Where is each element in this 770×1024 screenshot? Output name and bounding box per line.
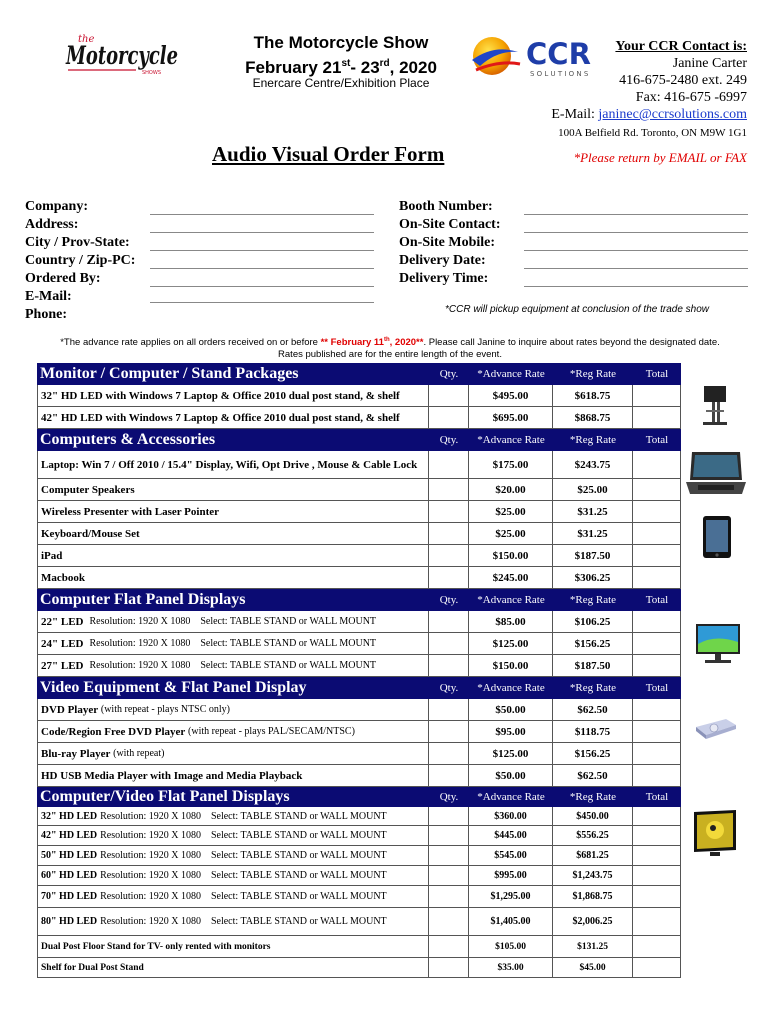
label-city: City / Prov-State: [25,235,130,250]
section-header-flat-panel [37,589,681,611]
contact-email: E-Mail: janinec@ccrsolutions.com [551,107,747,122]
qty-input[interactable] [429,886,469,907]
label-delivery-time: Delivery Time: [399,271,489,286]
form-title: Audio Visual Order Form [212,142,445,166]
col-advance: *Advance Rate [477,368,545,380]
qty-input[interactable] [429,611,469,632]
qty-input[interactable] [429,866,469,885]
advance-rate: $95.00 [469,721,553,742]
table-row [37,451,681,479]
reg-rate: $156.25 [553,633,633,654]
col-total: Total [645,791,669,803]
advance-rate: $545.00 [469,846,553,865]
total-input[interactable] [633,807,681,825]
table-row [37,633,681,655]
logo-shows-text: SHOWS [142,70,161,76]
qty-input[interactable] [429,385,469,406]
advance-rate: $445.00 [469,826,553,845]
table-row [37,826,681,846]
table-row [37,567,681,589]
advance-rate: $20.00 [469,479,553,500]
advance-rate: $25.00 [469,501,553,522]
reg-rate: $106.25 [553,611,633,632]
label-booth-number: Booth Number: [399,199,493,214]
reg-rate: $25.00 [553,479,633,500]
table-row [37,866,681,886]
section-title: Video Equipment & Flat Panel Display [40,679,307,696]
item-name: 60" HD LED Resolution: 1920 X 1080 Select: TABLE STAND or WALL MOUNT [37,866,429,885]
total-input[interactable] [633,451,681,478]
table-row [37,479,681,501]
total-input[interactable] [633,567,681,588]
advance-rate: $695.00 [469,407,553,428]
advance-rate: $150.00 [469,545,553,566]
col-qty: Qty. [439,791,459,803]
total-input[interactable] [633,958,681,977]
booth-number-field[interactable] [524,214,748,215]
logo-small-text: the [78,34,95,45]
label-address: Address: [25,217,79,232]
reg-rate: $45.00 [553,958,633,977]
section-header-monitor-packages [37,363,681,385]
contact-phone: 416-675-2480 ext. 249 [619,73,747,88]
section-title: Computers & Accessories [40,431,216,448]
advance-rate: $150.00 [469,655,553,676]
qty-input[interactable] [429,567,469,588]
label-phone: Phone: [25,307,67,322]
company-field[interactable] [150,214,374,215]
reg-rate: $187.50 [553,545,633,566]
advance-rate: $105.00 [469,936,553,957]
item-name: Computer Speakers [37,479,429,500]
advance-rate: $125.00 [469,743,553,764]
qty-input[interactable] [429,451,469,478]
advance-rate: $1,405.00 [469,908,553,935]
table-row [37,611,681,633]
reg-rate: $62.50 [553,699,633,720]
item-name: 42" HD LED with Windows 7 Laptop & Office 2010 dual post stand, & shelf [37,407,429,428]
address-field[interactable] [150,232,374,233]
qty-input[interactable] [429,721,469,742]
total-input[interactable] [633,501,681,522]
show-venue: Enercare Centre/Exhibition Place [252,76,430,90]
qty-input[interactable] [429,908,469,935]
item-name: 70" HD LED Resolution: 1920 X 1080 Select: TABLE STAND or WALL MOUNT [37,886,429,907]
table-row [37,936,681,958]
delivery-time-field[interactable] [524,286,748,287]
total-input[interactable] [633,765,681,786]
item-name: Dual Post Floor Stand for TV- only rented with monitors [37,936,429,957]
contact-name: Janine Carter [672,56,747,71]
col-qty: Qty. [439,682,459,694]
reg-rate: $1,243.75 [553,866,633,885]
col-advance: *Advance Rate [477,594,545,606]
reg-rate: $118.75 [553,721,633,742]
reg-rate: $187.50 [553,655,633,676]
section-header-video-equipment [37,677,681,699]
total-input[interactable] [633,908,681,935]
qty-input[interactable] [429,407,469,428]
label-onsite-mobile: On-Site Mobile: [399,235,496,250]
ccr-text: CCR [526,37,591,71]
qty-input[interactable] [429,633,469,654]
item-name: 27" LED Resolution: 1920 X 1080 Select: TABLE STAND or WALL MOUNT [37,655,429,676]
advance-rate: $35.00 [469,958,553,977]
total-input[interactable] [633,699,681,720]
qty-input[interactable] [429,826,469,845]
item-name: Shelf for Dual Post Stand [37,958,429,977]
ccr-sub-text: S O L U T I O N S [530,70,589,78]
table-row [37,908,681,936]
qty-input[interactable] [429,958,469,977]
advance-rate: $85.00 [469,611,553,632]
total-input[interactable] [633,826,681,845]
total-input[interactable] [633,866,681,885]
qty-input[interactable] [429,523,469,544]
reg-rate: $618.75 [553,385,633,406]
reg-rate: $450.00 [553,807,633,825]
show-dates: February 21st- 23rd, 2020 [245,58,437,77]
advance-rate: $1,295.00 [469,886,553,907]
item-name: 42" HD LED Resolution: 1920 X 1080 Select: TABLE STAND or WALL MOUNT [37,826,429,845]
section-title: Monitor / Computer / Stand Packages [40,365,299,382]
item-name: 32" HD LED Resolution: 1920 X 1080 Select: TABLE STAND or WALL MOUNT [37,807,429,825]
table-row [37,699,681,721]
onsite-mobile-field[interactable] [524,250,748,251]
item-name: HD USB Media Player with Image and Media Playback [37,765,429,786]
item-name: 24" LED Resolution: 1920 X 1080 Select: TABLE STAND or WALL MOUNT [37,633,429,654]
col-advance: *Advance Rate [477,682,545,694]
col-advance: *Advance Rate [477,791,545,803]
table-row [37,407,681,429]
pickup-note: *CCR will pickup equipment at conclusion of the trade show [445,304,710,315]
reg-rate: $31.25 [553,501,633,522]
item-name: 50" HD LED Resolution: 1920 X 1080 Select: TABLE STAND or WALL MOUNT [37,846,429,865]
total-input[interactable] [633,655,681,676]
logo-main-text: Motorcycle [65,41,178,70]
table-row [37,765,681,787]
label-email: E-Mail: [25,289,72,304]
total-input[interactable] [633,743,681,764]
advance-rate-note: *The advance rate applies on all orders received on or before ** February 11th, 2020**. Please call Janine to inquire about rates beyond the designated date. Rates published are for the entire length of the event. [60,337,720,361]
item-name: Macbook [37,567,429,588]
col-reg: *Reg Rate [569,434,617,446]
contact-block [551,38,747,142]
booth-info-labels [399,198,501,288]
col-qty: Qty. [439,434,459,446]
email-field[interactable] [150,302,374,303]
total-input[interactable] [633,479,681,500]
table-row [37,501,681,523]
col-qty: Qty. [439,594,459,606]
item-name: 32" HD LED with Windows 7 Laptop & Office 2010 dual post stand, & shelf [37,385,429,406]
total-input[interactable] [633,846,681,865]
section-header-computers [37,429,681,451]
table-row [37,721,681,743]
section-title: Computer/Video Flat Panel Displays [40,788,290,805]
col-total: Total [645,434,669,446]
col-reg: *Reg Rate [569,594,617,606]
total-input[interactable] [633,545,681,566]
onsite-contact-field[interactable] [524,232,748,233]
ipad-image [702,515,732,559]
reg-rate: $62.50 [553,765,633,786]
qty-input[interactable] [429,655,469,676]
reg-rate: $131.25 [553,936,633,957]
col-total: Total [645,594,669,606]
table-row [37,743,681,765]
advance-rate: $245.00 [469,567,553,588]
laptop-image [684,450,748,496]
qty-input[interactable] [429,936,469,957]
qty-input[interactable] [429,743,469,764]
reg-rate: $31.25 [553,523,633,544]
table-row [37,958,681,978]
label-ordered-by: Ordered By: [25,271,101,286]
col-total: Total [645,682,669,694]
item-name: Code/Region Free DVD Player (with repeat - plays PAL/SECAM/NTSC) [37,721,429,742]
advance-rate: $50.00 [469,699,553,720]
section-title: Computer Flat Panel Displays [40,591,246,608]
contact-address: 100A Belfield Rd. Toronto, ON M9W 1G1 [558,127,747,139]
reg-rate: $681.25 [553,846,633,865]
qty-input[interactable] [429,501,469,522]
delivery-date-field[interactable] [524,268,748,269]
dual-post-stand-image [700,384,730,428]
reg-rate: $1,868.75 [553,886,633,907]
label-company: Company: [25,199,89,214]
label-delivery-date: Delivery Date: [399,253,486,268]
item-name: Wireless Presenter with Laser Pointer [37,501,429,522]
total-input[interactable] [633,886,681,907]
advance-rate: $360.00 [469,807,553,825]
col-reg: *Reg Rate [569,682,617,694]
reg-rate: $156.25 [553,743,633,764]
table-row [37,545,681,567]
col-reg: *Reg Rate [569,368,617,380]
total-input[interactable] [633,936,681,957]
advance-rate: $995.00 [469,866,553,885]
label-country: Country / Zip-PC: [25,253,136,268]
total-input[interactable] [633,611,681,632]
contact-fax: Fax: 416-675 -6997 [635,90,747,105]
table-row [37,807,681,826]
country-field[interactable] [150,268,374,269]
reg-rate: $243.75 [553,451,633,478]
advance-rate: $50.00 [469,765,553,786]
reg-rate: $306.25 [553,567,633,588]
total-input[interactable] [633,633,681,654]
table-row [37,385,681,407]
table-row [37,523,681,545]
city-field[interactable] [150,250,374,251]
table-row [37,846,681,866]
label-onsite-contact: On-Site Contact: [399,217,501,232]
advance-rate: $175.00 [469,451,553,478]
item-name: iPad [37,545,429,566]
item-name: DVD Player (with repeat - plays NTSC only) [37,699,429,720]
table-row [37,655,681,677]
item-name: Laptop: Win 7 / Off 2010 / 15.4" Display, Wifi, Opt Drive , Mouse & Cable Lock [37,451,429,478]
qty-input[interactable] [429,479,469,500]
item-name: Blu-ray Player (with repeat) [37,743,429,764]
qty-input[interactable] [429,846,469,865]
section-header-video-flat-panel [37,787,681,807]
col-reg: *Reg Rate [569,791,617,803]
col-total: Total [645,368,669,380]
motorcycle-show-logo [64,30,182,78]
reg-rate: $2,006.25 [553,908,633,935]
total-input[interactable] [633,721,681,742]
total-input[interactable] [633,407,681,428]
advance-rate: $495.00 [469,385,553,406]
contact-label: Your CCR Contact is: [615,39,747,54]
show-title: The Motorcycle Show [253,33,429,52]
advance-rate: $125.00 [469,633,553,654]
advance-rate: $25.00 [469,523,553,544]
item-name: 22" LED Resolution: 1920 X 1080 Select: TABLE STAND or WALL MOUNT [37,611,429,632]
return-note: *Please return by EMAIL or FAX [573,150,747,165]
led-monitor-image [695,622,741,666]
customer-info-labels [25,198,135,324]
qty-input[interactable] [429,545,469,566]
order-table [37,363,681,978]
qty-input[interactable] [429,699,469,720]
reg-rate: $868.75 [553,407,633,428]
item-name: Keyboard/Mouse Set [37,523,429,544]
col-advance: *Advance Rate [477,434,545,446]
reg-rate: $556.25 [553,826,633,845]
total-input[interactable] [633,385,681,406]
contact-email-link[interactable]: janinec@ccrsolutions.com [598,107,747,122]
hd-tv-image [690,808,740,860]
dvd-player-image [694,715,738,743]
item-name: 80" HD LED Resolution: 1920 X 1080 Select: TABLE STAND or WALL MOUNT [37,908,429,935]
ordered-by-field[interactable] [150,286,374,287]
col-qty: Qty. [439,368,459,380]
total-input[interactable] [633,523,681,544]
table-row [37,886,681,908]
qty-input[interactable] [429,807,469,825]
qty-input[interactable] [429,765,469,786]
